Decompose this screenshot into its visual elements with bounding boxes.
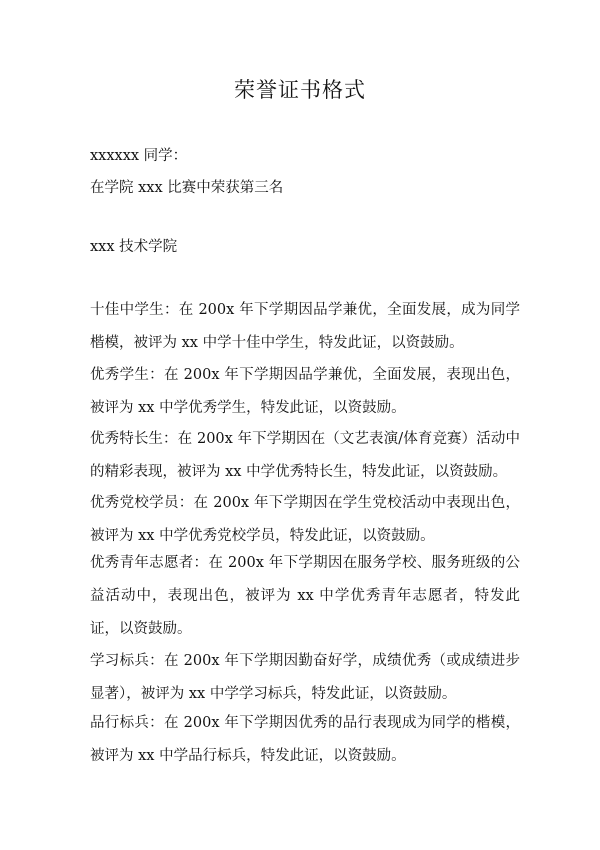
achievement-line: 在学院 xxx 比赛中荣获第三名 (90, 180, 284, 196)
paragraph-youth-volunteer: 优秀青年志愿者：在 200x 年下学期因在服务学校、服务班级的公益活动中，表现出色，被评为 xx 中学优秀青年志愿者，特发此证，以资鼓励。 (90, 555, 520, 637)
document-title: 荣誉证书格式 (234, 78, 366, 102)
paragraph-top-ten-student: 十佳中学生：在 200x 年下学期因品学兼优，全面发展，成为同学楷模，被评为 xx 中学十佳中学生，特发此证，以资鼓励。 (90, 302, 520, 351)
recipient-line: xxxxxx 同学： (90, 148, 188, 164)
paragraph-study-model: 学习标兵：在 200x 年下学期因勤奋好学，成绩优秀（或成绩进步显著），被评为 xx 中学学习标兵，特发此证，以资鼓励。 (90, 653, 520, 702)
paragraph-conduct-model: 品行标兵：在 200x 年下学期因优秀的品行表现成为同学的楷模，被评为 xx 中学品行标兵，特发此证，以资鼓励。 (90, 715, 520, 764)
paragraph-special-talent-student: 优秀特长生：在 200x 年下学期因在（文艺表演/体育竞赛）活动中的精彩表现，被评为 xx 中学优秀特长生，特发此证，以资鼓励。 (90, 431, 520, 480)
paragraph-party-school-trainee: 优秀党校学员：在 200x 年下学期因在学生党校活动中表现出色，被评为 xx 中学优秀党校学员，特发此证，以资鼓励。 (90, 495, 520, 544)
paragraph-excellent-student: 优秀学生：在 200x 年下学期因品学兼优，全面发展，表现出色，被评为 xx 中学优秀学生，特发此证，以资鼓励。 (90, 367, 520, 416)
issuer-line: xxx 技术学院 (90, 239, 178, 255)
